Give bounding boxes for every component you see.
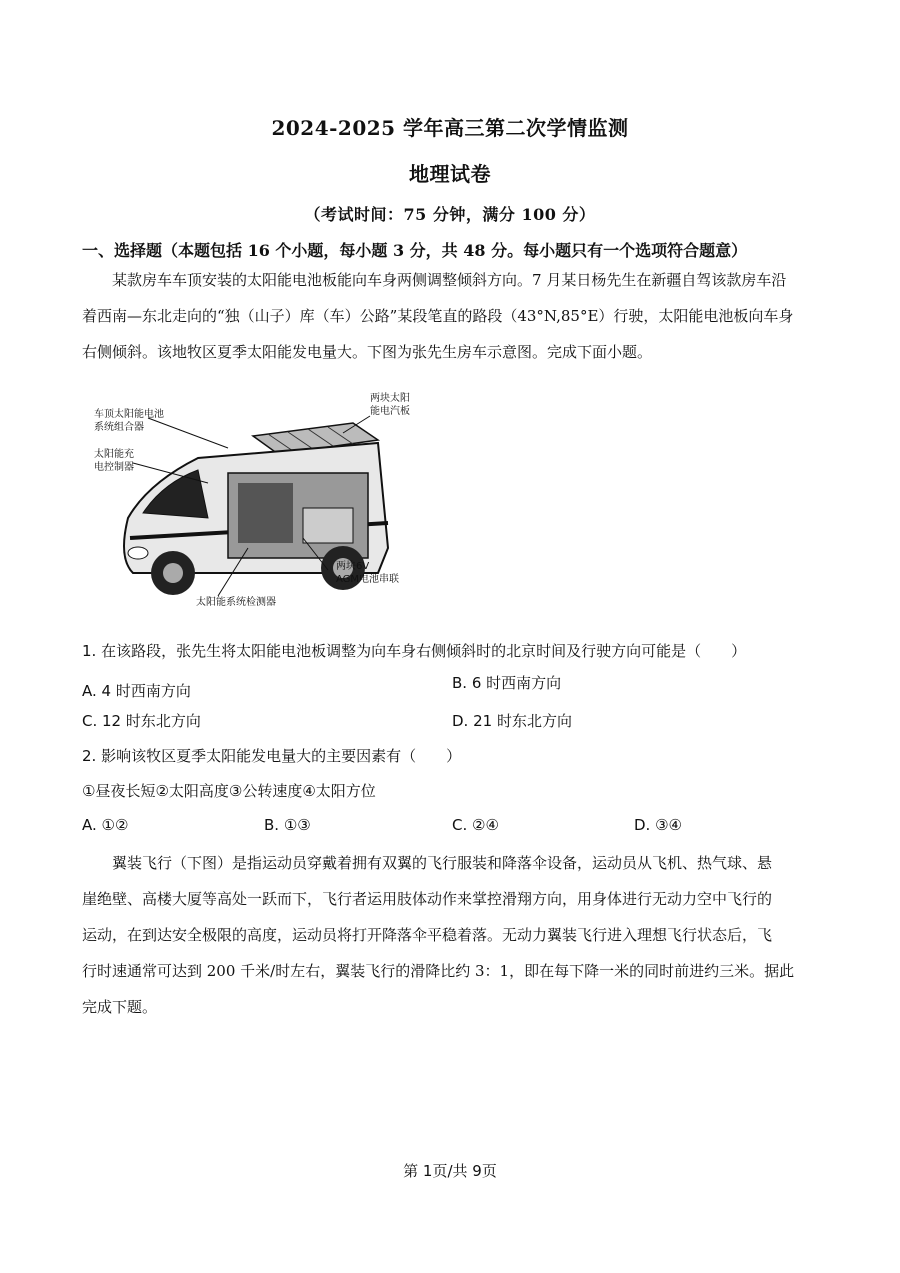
label-controller: 太阳能充 电控制器 bbox=[94, 449, 134, 473]
q1-option-b: B. 6 时西南方向 bbox=[452, 674, 562, 692]
label-battery: 两块6V AGM电池串联 bbox=[336, 561, 400, 585]
question-2-factors: ①昼夜长短②太阳高度③公转速度④太阳方位 bbox=[82, 782, 376, 800]
label-detector: 太阳能系统检测器 bbox=[196, 597, 276, 608]
passage-2-line-2: 崖绝壁、高楼大厦等高处一跃而下，飞行者运用肢体动作来掌控滑翔方向，用身体进行无动力空中飞行的 bbox=[82, 890, 773, 908]
passage-2-line-4: 行时速通常可达到 200 千米/时左右，翼装飞行的滑降比约 3：1，即在每下降一米的同时前进约三米。据此 bbox=[82, 962, 795, 980]
q2-option-d: D. ③④ bbox=[634, 816, 682, 834]
passage-2 bbox=[82, 845, 842, 1025]
q2-option-b: B. ①③ bbox=[264, 816, 311, 834]
q2-option-a: A. ①② bbox=[82, 816, 129, 834]
subject-title: 地理试卷 bbox=[409, 162, 491, 186]
passage-2-line-3: 运动，在到达安全极限的高度，运动员将打开降落伞平稳着落。无动力翼装飞行进入理想飞行状态后，飞 bbox=[82, 926, 773, 944]
question-2-stem: 2. 影响该牧区夏季太阳能发电量大的主要因素有（ ） bbox=[82, 747, 462, 765]
passage-1-line-1: 某款房车车顶安装的太阳能电池板能向车身两侧调整倾斜方向。7 月某日杨先生在新疆自驾该款房车沿 bbox=[112, 271, 787, 289]
page-number: 第 1页/共 9页 bbox=[403, 1162, 497, 1180]
label-panels: 两块太阳 能电汽板 bbox=[370, 393, 410, 417]
passage-1-line-3: 右侧倾斜。该地牧区夏季太阳能发电量大。下图为张先生房车示意图。完成下面小题。 bbox=[82, 343, 653, 361]
passage-1 bbox=[82, 262, 842, 370]
exam-info: （考试时间：75 分钟，满分 100 分） bbox=[304, 205, 596, 224]
section-heading: 一、选择题（本题包括 16 个小题，每小题 3 分，共 48 分。每小题只有一个选项符合题意） bbox=[82, 241, 748, 260]
q2-option-c: C. ②④ bbox=[452, 816, 499, 834]
passage-2-line-5: 完成下题。 bbox=[82, 998, 158, 1016]
q1-option-a: A. 4 时西南方向 bbox=[82, 682, 191, 700]
exam-title: 2024-2025 学年高三第二次学情监测 bbox=[271, 116, 629, 140]
q1-option-c: C. 12 时东北方向 bbox=[82, 712, 201, 730]
passage-2-line-1: 翼装飞行（下图）是指运动员穿戴着拥有双翼的飞行服装和降落伞设备，运动员从飞机、热气球、悬 bbox=[112, 854, 773, 872]
passage-1-line-2: 着西南—东北走向的“独（山子）库（车）公路”某段笔直的路段（43°N,85°E）行驶，太阳能电池板向车身 bbox=[82, 307, 794, 325]
label-roof-system: 车顶太阳能电池 系统组合器 bbox=[94, 409, 164, 433]
rv-figure bbox=[88, 388, 428, 613]
q1-option-d: D. 21 时东北方向 bbox=[452, 712, 572, 730]
question-1-stem: 1. 在该路段，张先生将太阳能电池板调整为向车身右侧倾斜时的北京时间及行驶方向可能是（ ） bbox=[82, 642, 747, 660]
